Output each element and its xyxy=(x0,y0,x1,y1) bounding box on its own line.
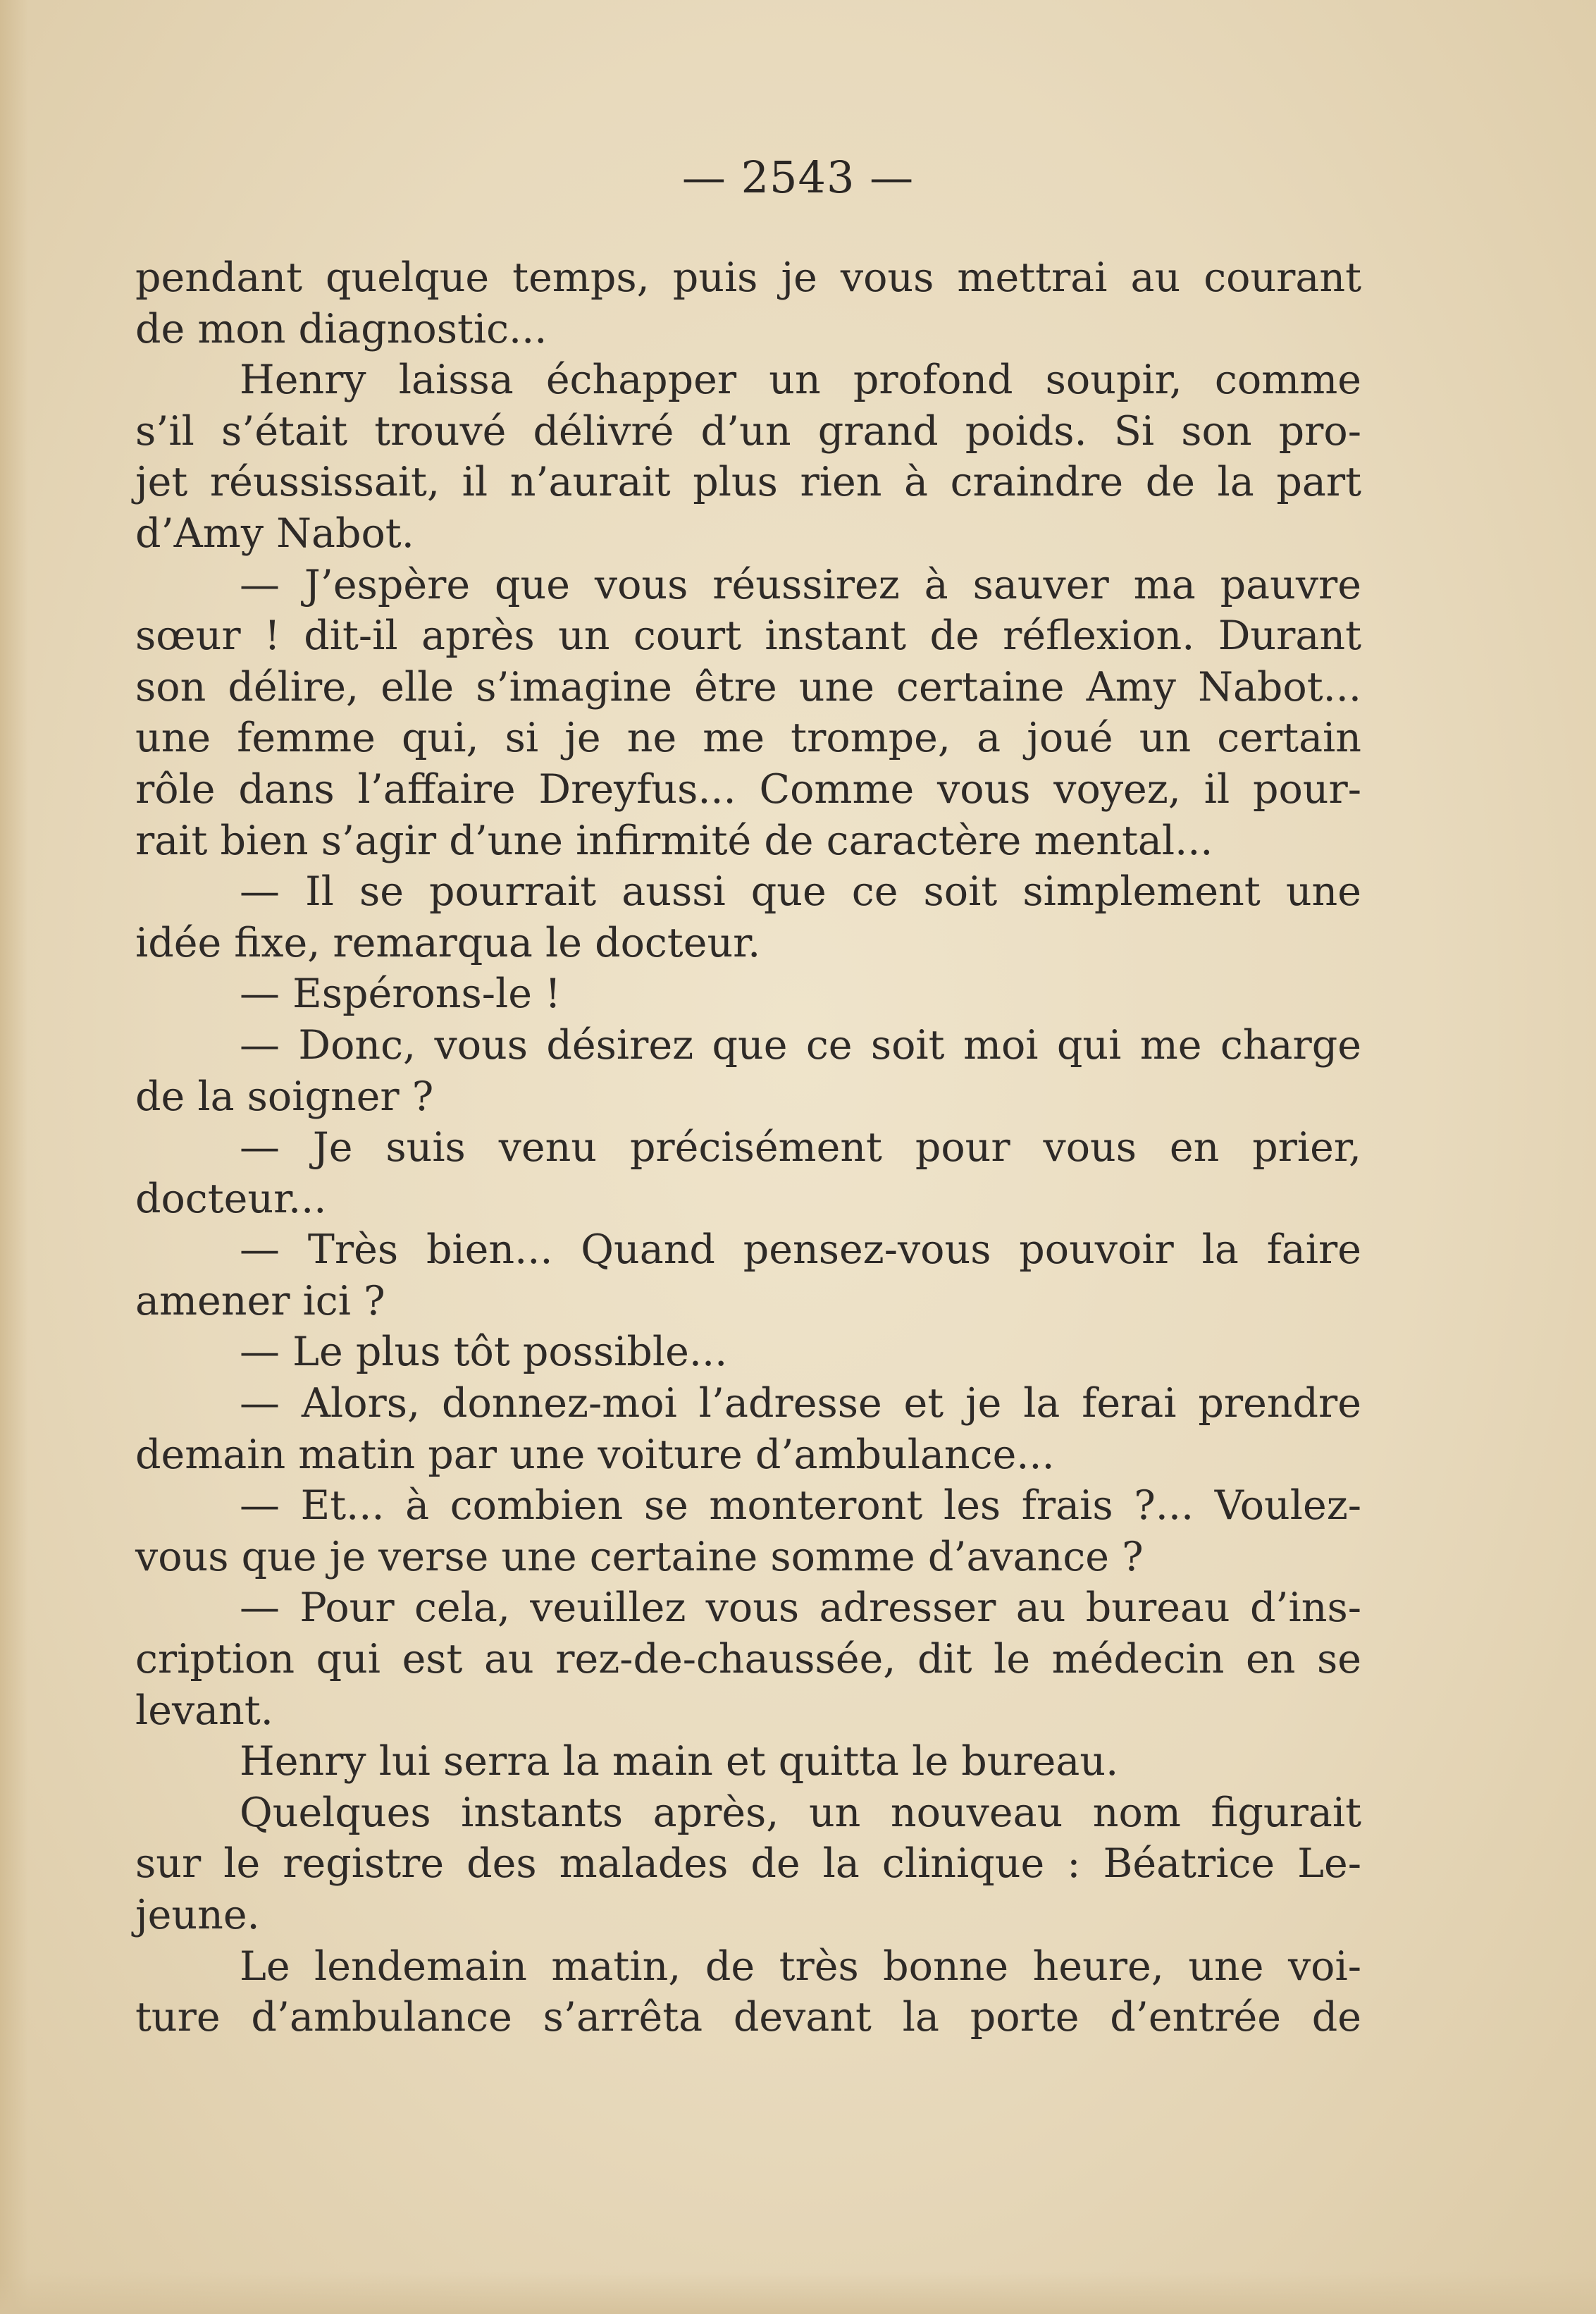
text-line: — Espérons-le ! xyxy=(240,971,561,1018)
text-line: sœur ! dit-il après un court instant de réflexion. Durant xyxy=(135,613,1361,660)
text-line: sur le registre des malades de la clinique : Béatrice Le- xyxy=(135,1840,1361,1888)
text-line: — Donc, vous désirez que ce soit moi qui me charge xyxy=(240,1021,1361,1069)
body-text xyxy=(135,252,1361,2043)
text-line: de mon diagnostic... xyxy=(135,305,548,352)
text-line: de la soigner ? xyxy=(135,1073,434,1120)
page-bottom-shadow xyxy=(0,2272,1596,2314)
text-line: Le lendemain matin, de très bonne heure, une voi- xyxy=(240,1943,1361,1990)
text-line: vous que je verse une certaine somme d’avance ? xyxy=(135,1533,1144,1580)
text-line: Henry lui serra la main et quitta le bureau. xyxy=(240,1738,1119,1785)
text-line: cription qui est au rez-de-chaussée, dit le médecin en se xyxy=(135,1636,1361,1683)
text-line: pendant quelque temps, puis je vous mettrai au courant xyxy=(135,254,1361,301)
text-line: — Alors, donnez-moi l’adresse et je la ferai prendre xyxy=(240,1380,1361,1427)
text-line: d’Amy Nabot. xyxy=(135,510,414,557)
text-line: — Très bien... Quand pensez-vous pouvoir la faire xyxy=(240,1226,1361,1274)
text-line: — Je suis venu précisément pour vous en prier, xyxy=(240,1124,1361,1171)
text-line: son délire, elle s’imagine être une certaine Amy Nabot... xyxy=(135,663,1361,710)
text-line: jeune. xyxy=(135,1892,260,1938)
text-line: — Il se pourrait aussi que ce soit simplement une xyxy=(240,868,1361,916)
text-line: — Et... à combien se monteront les frais ?... Voulez- xyxy=(240,1482,1361,1530)
text-line: jet réussissait, il n’aurait plus rien à craindre de la part xyxy=(135,459,1361,506)
text-line: ture d’ambulance s’arrêta devant la porte d’entrée de xyxy=(135,1994,1361,2041)
text-line: demain matin par une voiture d’ambulance... xyxy=(135,1431,1055,1478)
text-line: une femme qui, si je ne me trompe, a joué un certain xyxy=(135,715,1361,762)
page-edge-shadow xyxy=(0,0,28,2314)
text-line: docteur... xyxy=(135,1175,327,1222)
text-line: rôle dans l’affaire Dreyfus... Comme vous voyez, il pour- xyxy=(135,765,1361,813)
text-line: Henry laissa échapper un profond soupir, comme xyxy=(240,357,1361,404)
page-number: — 2543 — xyxy=(681,152,915,203)
text-line: — J’espère que vous réussirez à sauver ma pauvre xyxy=(240,561,1361,608)
text-line: rait bien s’agir d’une infirmité de caractère mental... xyxy=(135,817,1213,864)
text-line: levant. xyxy=(135,1687,273,1734)
text-line: idée fixe, remarqua le docteur. xyxy=(135,919,761,966)
text-line: s’il s’était trouvé délivré d’un grand poids. Si son pro- xyxy=(135,407,1361,455)
text-line: — Le plus tôt possible... xyxy=(240,1329,728,1376)
text-line: — Pour cela, veuillez vous adresser au bureau d’ins- xyxy=(240,1584,1361,1632)
text-line: amener ici ? xyxy=(135,1277,385,1324)
text-line: Quelques instants après, un nouveau nom figurait xyxy=(240,1789,1361,1836)
